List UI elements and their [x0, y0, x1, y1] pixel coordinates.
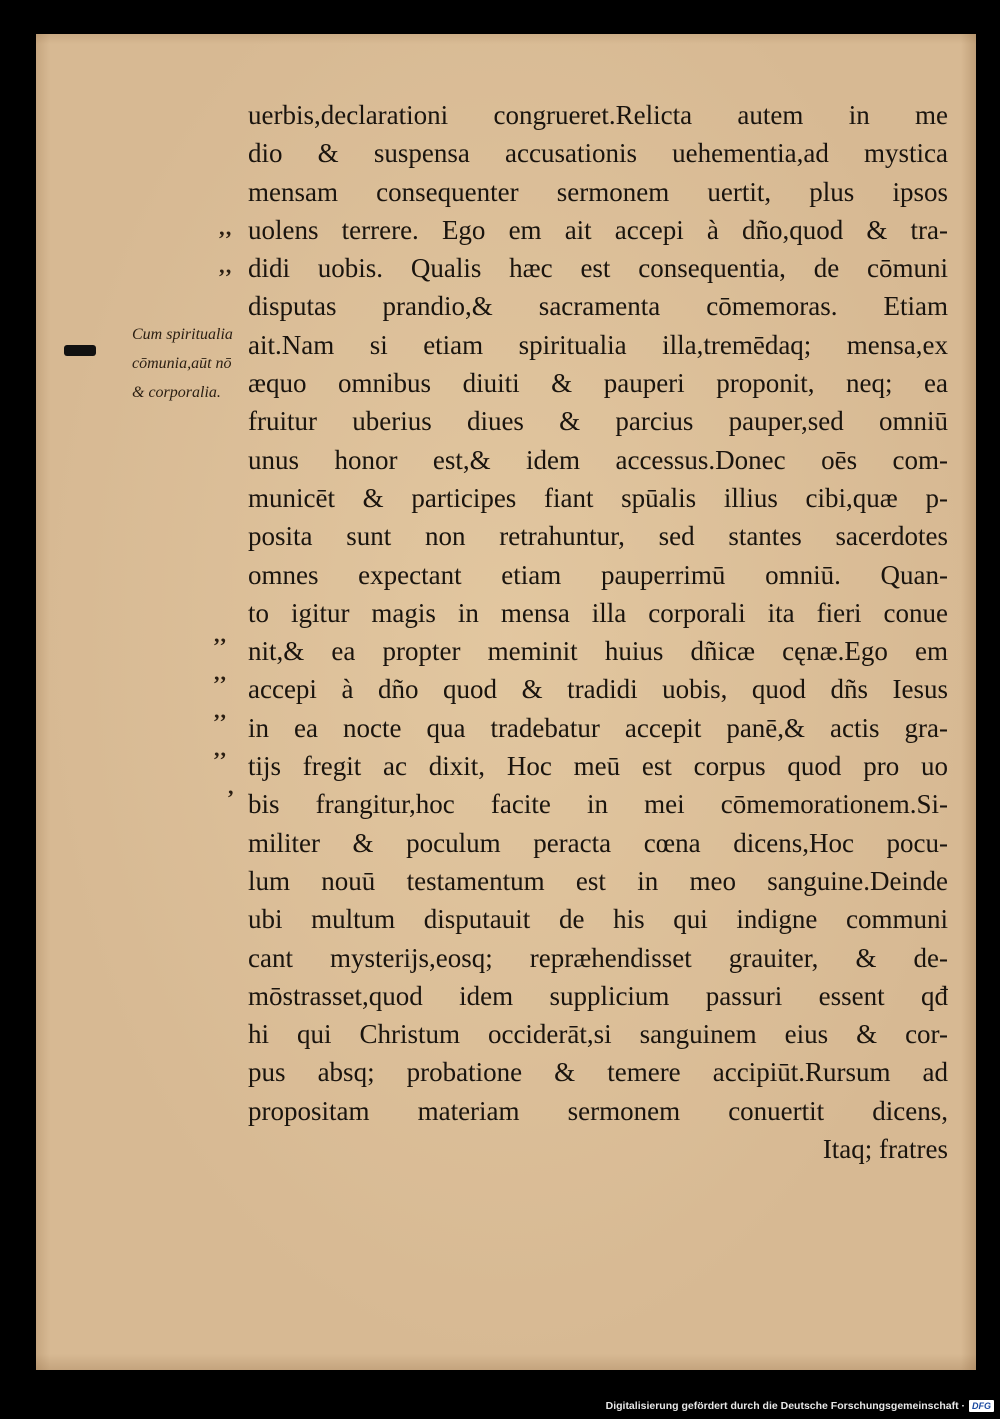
quote-mark: ’’ — [218, 264, 234, 289]
text-line: mōstrasset,quod idem supplicium passuri essent qđ — [248, 980, 948, 1011]
text-line: hi qui Christum occiderāt,si sanguinem eius & cor- — [248, 1019, 948, 1050]
text-line: lum nouū testamentum est in meo sanguine.Deinde — [248, 865, 948, 896]
text-line: nit,& ea propter meminit huius dñicæ cęnæ.Ego em — [248, 636, 948, 667]
dfg-logo: DFG — [969, 1400, 994, 1412]
text-line: uerbis,declarationi congrueret.Relicta autem in me — [248, 100, 948, 130]
quote-mark: ,, — [214, 660, 227, 685]
credit-text: Digitalisierung gefördert durch die Deutsche Forschungsgemeinschaft · — [605, 1400, 965, 1412]
margin-note: cōmunia,aūt nō — [132, 355, 232, 372]
text-line: propositam materiam sermonem conuertit dicens, — [248, 1095, 948, 1126]
text-line: dio & suspensa accusationis uehementia,ad mystica — [248, 138, 948, 169]
text-line: omnes expectant etiam pauperrimū omniū. Quan- — [248, 559, 948, 590]
margin-note: & corporalia. — [132, 384, 221, 401]
quote-mark: ,, — [214, 698, 227, 723]
text-line: municēt & participes fiant spūalis illius cibi,quæ p- — [248, 482, 948, 513]
text-line: in ea nocte qua tradebatur accepit panē,& actis gra- — [248, 712, 948, 743]
catchword: Itaq; fratres — [822, 1134, 948, 1165]
text-line: æquo omnibus diuiti & pauperi proponit, neq; ea — [248, 368, 948, 399]
text-line: ait.Nam si etiam spiritualia illa,tremēdaq; mensa,ex — [248, 329, 948, 360]
text-line: disputas prandio,& sacramenta cōmemoras. Etiam — [248, 291, 948, 322]
text-line: cant mysterijs,eosq; repræhendisset grauiter, & de- — [248, 942, 948, 973]
body-text — [248, 96, 948, 1168]
text-line: didi uobis. Qualis hæc est consequentia, de cōmuni — [248, 253, 948, 284]
quote-mark: ,, — [214, 622, 227, 647]
text-line: unus honor est,& idem accessus.Donec oēs com- — [248, 444, 948, 475]
text-line: fruitur uberius diues & parcius pauper,sed omniū — [248, 406, 948, 437]
text-line: bis frangitur,hoc facite in mei cōmemorationem.Si- — [248, 789, 948, 820]
digitization-credit — [606, 1399, 994, 1413]
text-line: posita sunt non retrahuntur, sed stantes sacerdotes — [248, 521, 948, 552]
text-line: militer & poculum peracta cœna dicens,Hoc pocu- — [248, 827, 948, 858]
page-tab-marker — [64, 345, 96, 356]
text-line: accepi à dño quod & tradidi uobis, quod dñs Iesus — [248, 674, 948, 705]
quote-mark: ,, — [214, 736, 227, 761]
text-line: mensam consequenter sermonem uertit, plus ipsos — [248, 176, 948, 207]
quote-mark: , — [228, 774, 235, 799]
text-line: uolens terrere. Ego em ait accepi à dño,quod & tra- — [248, 214, 948, 245]
text-line: ubi multum disputauit de his qui indigne communi — [248, 904, 948, 935]
margin-note: Cum spiritualia — [132, 326, 233, 343]
text-line: tijs fregit ac dixit, Hoc meū est corpus quod pro uo — [248, 751, 948, 782]
book-page — [36, 34, 976, 1370]
text-line: pus absq; probatione & temere accipiūt.Rursum ad — [248, 1057, 948, 1088]
text-line: to igitur magis in mensa illa corporali ita fieri conue — [248, 597, 948, 628]
quote-mark: ’’ — [218, 226, 234, 251]
